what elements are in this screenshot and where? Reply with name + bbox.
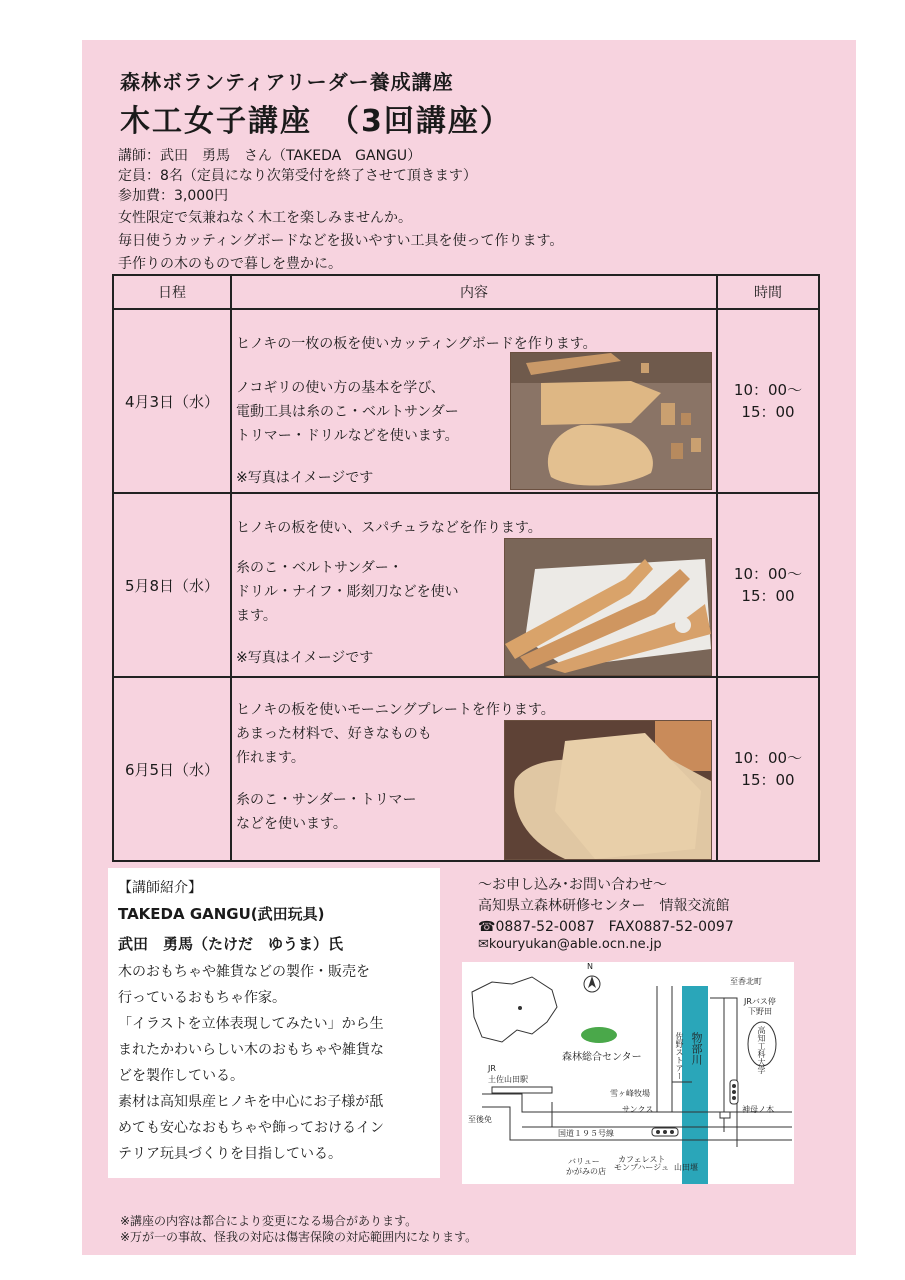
- content-line: ます。: [236, 608, 277, 624]
- profile-line: めても安心なおもちゃや飾っておけるイン: [118, 1120, 384, 1136]
- table-header-row: [113, 275, 819, 309]
- map-label-mont: モンブハージュ: [614, 1163, 670, 1172]
- table-row: [113, 309, 819, 493]
- profile-line: 「イラストを立体表現してみたい」から生: [118, 1016, 384, 1032]
- row-time: [717, 493, 819, 677]
- map-label-sunks: サンクス: [622, 1105, 654, 1114]
- row-date: 4月3日（水）: [113, 309, 231, 493]
- info-fee: 参加費：3,000円: [118, 188, 229, 204]
- content-line: あまった材料で、好きなものも: [236, 726, 432, 742]
- map-label-monobe: 物部川: [690, 1032, 703, 1065]
- cutting-board-photo: [510, 352, 712, 490]
- map-label-kamekura: 雪ヶ峰牧場: [610, 1089, 650, 1098]
- info-desc-2: 毎日使うカッティングボードなどを扱いやすい工具を使って作ります。: [118, 233, 564, 249]
- profile-line: 行っているおもちゃ作家。: [118, 990, 286, 1006]
- map-label-gomen: 至後免: [468, 1115, 492, 1124]
- content-line: ※写真はイメージです: [236, 470, 374, 486]
- spatula-photo: [504, 538, 712, 676]
- morning-plate-photo: [504, 720, 712, 860]
- info-desc-3: 手作りの木のもので暮しを豊かに。: [118, 256, 342, 272]
- map-label-yamada: 山田堰: [674, 1163, 698, 1172]
- content-line: などを使います。: [236, 816, 347, 832]
- row-time: [717, 677, 819, 861]
- row-date: 5月8日（水）: [113, 493, 231, 677]
- content-line: ノコギリの使い方の基本を学び、: [236, 380, 445, 396]
- content-line: 作れます。: [236, 750, 305, 766]
- table-row: [113, 493, 819, 677]
- profile-line: 木のおもちゃや雑貨などの製作・販売を: [118, 964, 370, 980]
- content-line: 糸のこ・ベルトサンダー・: [236, 560, 403, 576]
- profile-line: どを製作している。: [118, 1068, 244, 1084]
- time-end: 15：00: [741, 771, 795, 789]
- row-date: 6月5日（水）: [113, 677, 231, 861]
- header-time: 時間: [717, 275, 819, 309]
- info-capacity: 定員：8名（定員になり次第受付を終了させて頂きます）: [118, 168, 477, 184]
- map-label-univ: 高知工科大学: [757, 1026, 766, 1074]
- flyer-subtitle: 森林ボランティアリーダー養成講座: [120, 70, 454, 94]
- content-line: 糸のこ・サンダー・トリマー: [236, 792, 417, 808]
- access-map: [462, 962, 794, 1184]
- content-line: 電動工具は糸のこ・ベルトサンダー: [236, 404, 459, 420]
- profile-name: 武田 勇馬（たけだ ゆうま）氏: [118, 935, 344, 953]
- note-change: ※講座の内容は都合により変更になる場合があります。: [120, 1214, 418, 1228]
- contact-email: ✉kouryukan@able.ocn.ne.jp: [478, 937, 662, 952]
- map-label-jinbo: 神母ノ木: [742, 1105, 774, 1114]
- profile-heading: 【講師紹介】: [118, 880, 202, 896]
- flyer-title: 木工女子講座 （3回講座）: [120, 104, 512, 139]
- contact-org: 高知県立森林研修センター 情報交流館: [478, 898, 730, 914]
- map-label-sano: 佐野ストアー: [675, 1032, 684, 1080]
- map-label-shimo: 下野田: [748, 1007, 772, 1016]
- time-start: 10：00～: [733, 749, 803, 767]
- row-content: [231, 493, 717, 677]
- map-label-kagami: かがみの店: [566, 1167, 606, 1176]
- map-label-jr: JR: [488, 1064, 496, 1073]
- map-label-tosa: 土佐山田駅: [488, 1075, 528, 1084]
- table-row: [113, 677, 819, 861]
- header-content: 内容: [231, 275, 717, 309]
- map-north-label: N: [587, 962, 593, 971]
- profile-line: 素材は高知県産ヒノキを中心にお子様が舐: [118, 1094, 384, 1110]
- time-end: 15：00: [741, 403, 795, 421]
- map-label-ballu: バリュー: [568, 1157, 600, 1166]
- content-line: [236, 540, 542, 556]
- time-start: 10：00～: [733, 565, 803, 583]
- map-label-kounoki: 至香北町: [730, 977, 762, 986]
- contact-heading: ～お申し込み･お問い合わせ～: [478, 877, 667, 893]
- map-label-center: 森林総合センター: [562, 1052, 642, 1063]
- time-start: 10：00～: [733, 381, 803, 399]
- map-label-route: 国道１９５号線: [558, 1129, 614, 1138]
- profile-line: まれたかわいらしい木のおもちゃや雑貨な: [118, 1042, 384, 1058]
- content-line: ※写真はイメージです: [236, 650, 374, 666]
- content-line: ヒノキの一枚の板を使いカッティングボードを作ります。: [236, 336, 597, 352]
- map-label-cafe: カフェレスト: [618, 1155, 666, 1164]
- map-label-jr-bus: JRバス停: [744, 997, 776, 1006]
- content-line: ヒノキの板を使い、スパチュラなどを作ります。: [236, 520, 542, 536]
- content-line: トリマー・ドリルなどを使います。: [236, 428, 459, 444]
- contact-phone: ☎0887-52-0087 FAX0887-52-0097: [478, 919, 734, 935]
- row-content: [231, 309, 717, 493]
- content-line: ドリル・ナイフ・彫刻刀などを使い: [236, 584, 459, 600]
- row-time: [717, 309, 819, 493]
- time-end: 15：00: [741, 587, 795, 605]
- info-desc-1: 女性限定で気兼ねなく木工を楽しみませんか。: [118, 210, 412, 226]
- row-content: [231, 677, 717, 861]
- row-description: [236, 516, 542, 670]
- info-instructor: 講師：武田 勇馬 さん（TAKEDA GANGU）: [118, 148, 422, 164]
- profile-brand: TAKEDA GANGU(武田玩具): [118, 905, 325, 923]
- instructor-profile: [108, 868, 440, 1178]
- note-insurance: ※万が一の事故、怪我の対応は傷害保険の対応範囲内になります。: [120, 1230, 478, 1244]
- content-line: ヒノキの板を使いモーニングプレートを作ります。: [236, 702, 555, 718]
- header-date: 日程: [113, 275, 231, 309]
- profile-line: テリア玩具づくりを目指している。: [118, 1146, 342, 1162]
- schedule-table: [112, 274, 820, 862]
- content-line: [236, 628, 542, 646]
